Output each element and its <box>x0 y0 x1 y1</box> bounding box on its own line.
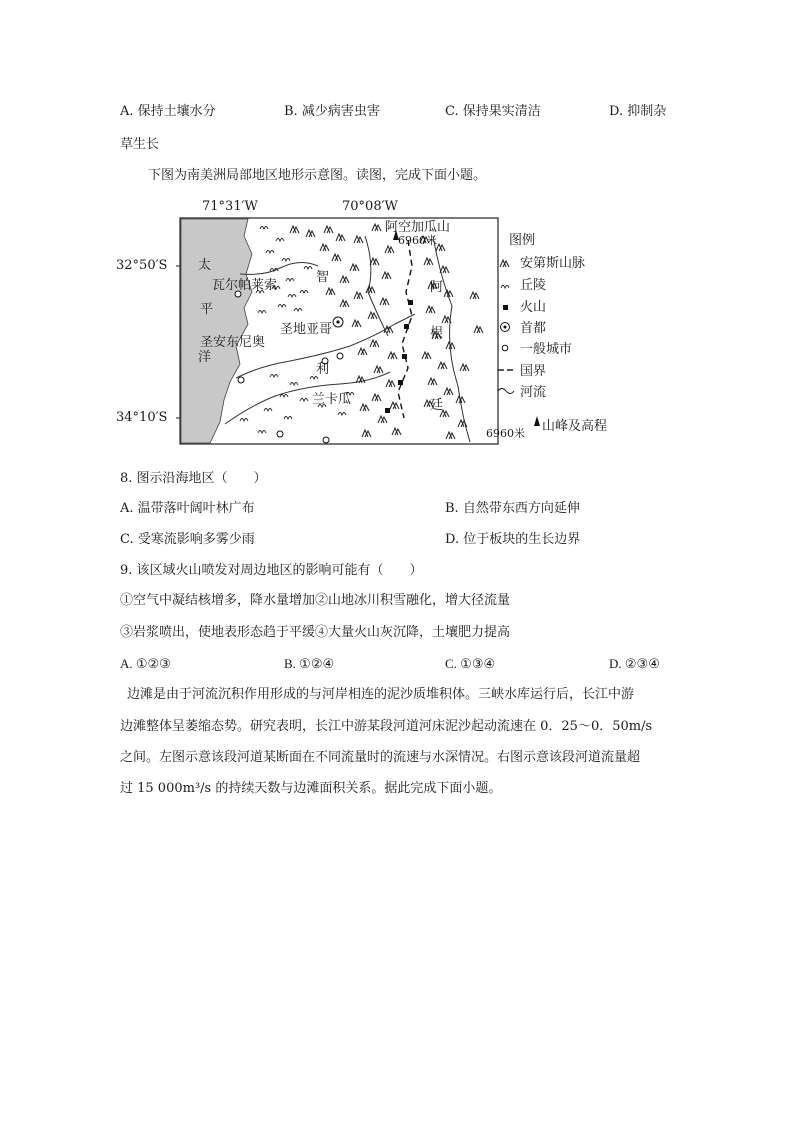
peak-name: 阿空加瓜山 <box>385 220 451 235</box>
city-label-rancagua: 兰卡瓜 <box>312 392 352 407</box>
argentina-label-1: 阿 <box>430 280 444 295</box>
q9-option-a: A. ①②③ <box>120 656 171 671</box>
q7-option-b: B. 减少病害虫害 <box>284 104 380 119</box>
q9-stem: 9. 该区域火山喷发对周边地区的影响可能有（ ） <box>120 563 423 578</box>
ocean-label-3: 洋 <box>198 350 212 365</box>
terrain-map <box>116 196 620 446</box>
legend-peak: 山峰及高程 <box>542 419 608 434</box>
passage-line-3: 之间。左图示意该段河道某断面在不同流量时的流速与水深情况。右图示意该段河道流量超 <box>120 750 641 765</box>
passage-line-4: 过 15 000m³/s 的持续天数与边滩面积关系。据此完成下面小题。 <box>120 781 502 796</box>
legend-hills: 丘陵 <box>520 278 547 293</box>
volcano-2 <box>404 324 409 329</box>
legend-river: 河流 <box>520 385 547 400</box>
city-label-san-antonio: 圣安东尼奥 <box>200 335 266 350</box>
ocean-label-1: 太 <box>198 258 212 273</box>
q9-option-b: B. ①②④ <box>284 656 335 671</box>
volcano-5 <box>385 408 390 413</box>
q7-option-d: D. 抑制杂 <box>609 104 667 119</box>
volcano-1 <box>408 300 413 305</box>
q7-option-c: C. 保持果实清洁 <box>445 104 541 119</box>
passage-line-2: 边滩整体呈萎缩态势。研究表明，长江中游某段河道河床泥沙起动流速在 0．25～0．50m/s <box>120 719 653 734</box>
city-extra <box>337 353 343 359</box>
q8-option-b: B. 自然带东西方向延伸 <box>445 501 580 516</box>
q9-option-c: C. ①③④ <box>445 656 496 671</box>
longitude-right: 70°08′W <box>342 199 398 214</box>
latitude-top: 32°50′S <box>116 258 168 273</box>
city-san-antonio <box>238 377 244 383</box>
volcano-4 <box>398 380 403 385</box>
argentina-label-3: 廷 <box>430 398 444 413</box>
q9-items-line-2: ③岩浆喷出，使地表形态趋于平缓④大量火山灰沉降，土壤肥力提高 <box>120 625 511 640</box>
map-drawing <box>140 196 620 446</box>
legend-city: 一般城市 <box>520 342 573 357</box>
city-label-valparaiso: 瓦尔帕莱索 <box>212 278 278 293</box>
q8-stem: 8. 图示沿海地区（ ） <box>120 471 267 486</box>
q8-option-d: D. 位于板块的生长边界 <box>445 532 581 547</box>
q7-option-d-continued: 草生长 <box>120 137 160 152</box>
longitude-left: 71°31′W <box>202 199 258 214</box>
map-intro: 下图为南美洲局部地区地形示意图。读图，完成下面小题。 <box>148 168 487 183</box>
legend-border: 国界 <box>520 364 547 379</box>
city-label-santiago: 圣地亚哥 <box>280 322 333 337</box>
legend-capital: 首都 <box>520 321 547 336</box>
legend-title: 图例 <box>509 233 536 248</box>
latitude-bottom: 34°10′S <box>116 410 168 425</box>
ocean-label-2: 平 <box>200 302 214 317</box>
legend-peak-sample: 6960米 <box>486 427 525 440</box>
q7-option-a: A. 保持土壤水分 <box>120 104 216 119</box>
legend-andes: 安第斯山脉 <box>520 256 586 271</box>
passage-line-1: 边滩是由于河流沉积作用形成的与河岸相连的泥沙质堆积体。三峡水库运行后，长江中游 <box>127 687 635 702</box>
chile-label-1: 智 <box>316 270 330 285</box>
q8-option-a: A. 温带落叶阔叶林广布 <box>120 501 255 516</box>
q9-items-line-1: ①空气中凝结核增多，降水量增加②山地冰川积雪融化，增大径流量 <box>120 593 511 608</box>
peak-elevation: 6960米 <box>398 234 437 247</box>
q9-option-d: D. ②③④ <box>609 656 660 671</box>
volcano-3 <box>402 354 407 359</box>
city-south <box>277 431 283 437</box>
city-rancagua <box>323 437 329 443</box>
legend-volcano: 火山 <box>520 300 547 315</box>
chile-label-2: 利 <box>316 362 330 377</box>
argentina-label-2: 根 <box>430 326 444 341</box>
q8-option-c: C. 受寒流影响多雾少雨 <box>120 532 255 547</box>
